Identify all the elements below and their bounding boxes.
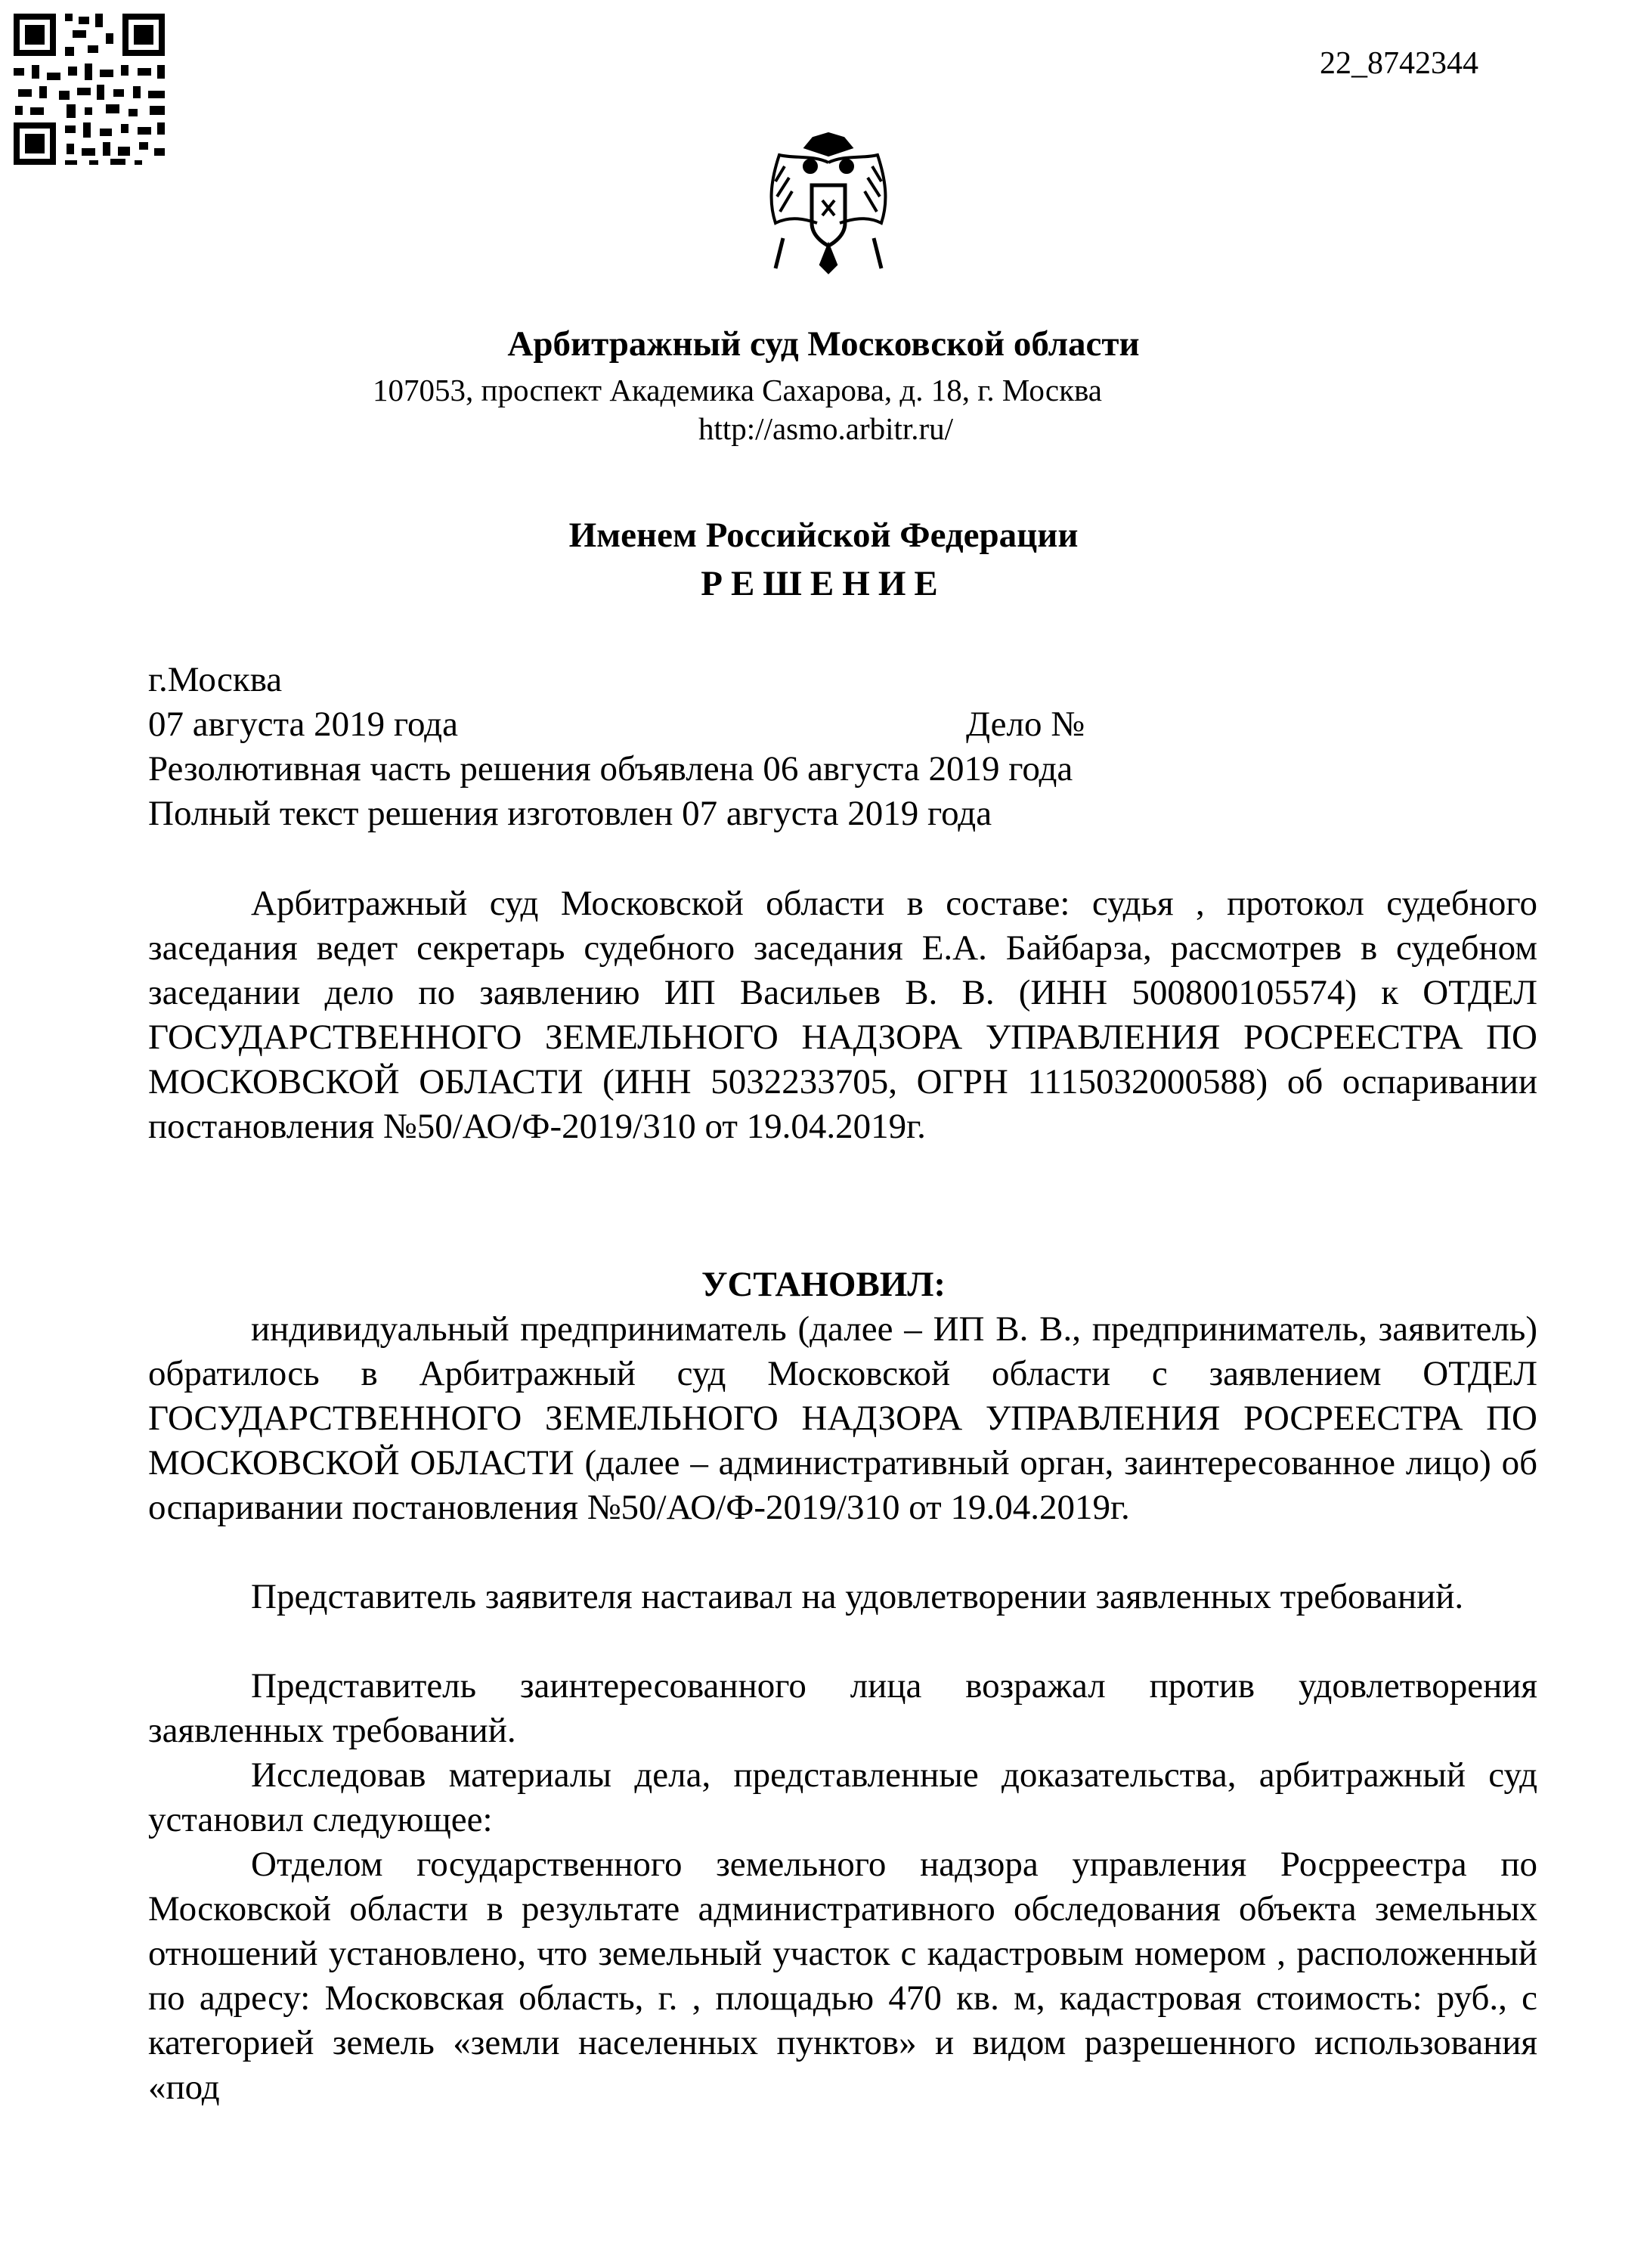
resolution-date-line: Резолютивная часть решения объявлена 06 августа 2019 года bbox=[148, 749, 1073, 789]
city: г.Москва bbox=[148, 660, 283, 699]
full-text-date-line: Полный текст решения изготовлен 07 августа 2019 года bbox=[148, 794, 992, 833]
body-paragraph: Представитель заявителя настаивал на удовлетворении заявленных требований. bbox=[251, 1577, 1464, 1616]
intro-paragraph: Арбитражный суд Московской области в составе: судья , протокол судебного заседания ведет секретарь судебного заседания Е.А. Байбарза, рассмотрев в судебном заседании дело по заявлению ИП Васильев В. В. (ИНН 500800105574) к ОТДЕЛ ГОСУДАРСТВЕННОГО ЗЕМЕЛЬНОГО НАДЗОРА УПРАВЛЕНИЯ РОСРЕЕСТРА ПО МОСКОВСКОЙ ОБЛАСТИ (ИНН 5032233705, ОГРН 1115032000588) об оспаривании постановления №50/АО/Ф-2019/310 от 19.04.2019г. bbox=[148, 884, 1537, 1146]
heading-in-the-name: Именем Российской Федерации bbox=[568, 516, 1079, 555]
body-paragraph: Исследовав материалы дела, представленные доказательства, арбитражный суд установил следующее: bbox=[148, 1755, 1537, 1839]
qr-code bbox=[0, 0, 178, 178]
section-heading-established: УСТАНОВИЛ: bbox=[701, 1265, 946, 1304]
court-url[interactable]: http://asmo.arbitr.ru/ bbox=[698, 411, 954, 446]
heading-decision: РЕШЕНИЕ bbox=[701, 564, 946, 603]
decision-date: 07 августа 2019 года bbox=[148, 705, 458, 744]
case-number-label: Дело № bbox=[966, 705, 1085, 744]
body-paragraph: Представитель заинтересованного лица возражал против удовлетворения заявленных требований. bbox=[148, 1666, 1537, 1750]
document-number: 22_8742344 bbox=[1320, 46, 1478, 81]
body-paragraph: индивидуальный предприниматель (далее – ИП В. В., предприниматель, заявитель) обратилось в Арбитражный суд Московской области с заявлением ОТДЕЛ ГОСУДАРСТВЕННОГО ЗЕМЕЛЬНОГО НАДЗОРА УПРАВЛЕНИЯ РОСРЕЕСТРА ПО МОСКОВСКОЙ ОБЛАСТИ (далее – административный орган, заинтересованное лицо) об оспаривании постановления №50/АО/Ф-2019/310 от 19.04.2019г. bbox=[148, 1309, 1537, 1527]
body-paragraph: Отделом государственного земельного надзора управления Росрреестра по Московской области в результате административного обследования объекта земельных отношений установлено, что земельный участок с кадастровым номером , расположенный по адресу: Московская область, г. , площадью 470 кв. м, кадастровая стоимость: руб., с категорией земель «земли населенных пунктов» и видом разрешенного использования «под bbox=[148, 1845, 1537, 2107]
court-address: 107053, проспект Академика Сахарова, д. 18, г. Москва bbox=[373, 373, 1103, 407]
coat-of-arms-emblem bbox=[753, 132, 904, 276]
court-name: Арбитражный суд Московской области bbox=[507, 324, 1140, 364]
